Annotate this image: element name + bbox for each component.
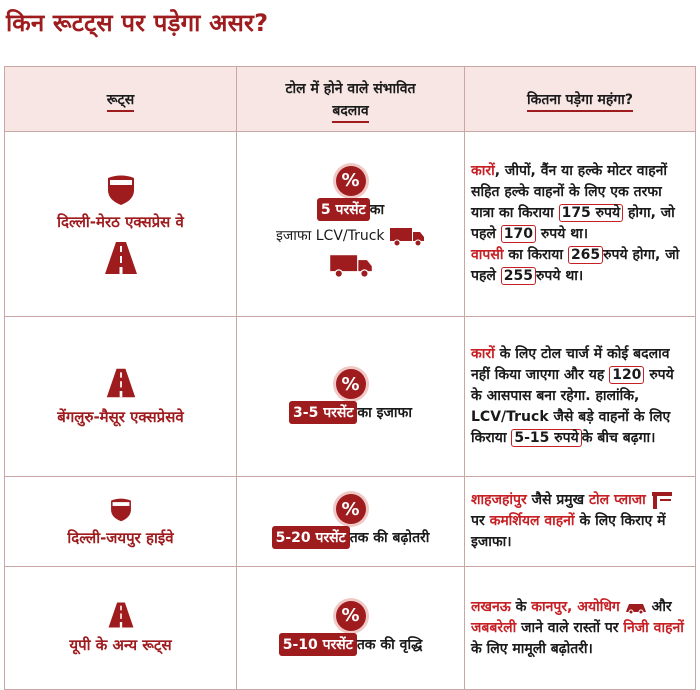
header-cost: कितना पड़ेगा महंगा?: [465, 67, 696, 132]
road-icon: [105, 367, 137, 399]
route-name: दिल्ली-जयपुर हाईवे: [67, 528, 174, 547]
percent-icon: %: [336, 166, 366, 196]
percent-icon: %: [336, 494, 366, 524]
change-cell: % 5 परसेंट का इजाफा LCV/Truck: [237, 132, 465, 317]
highway-shield-icon: [108, 496, 134, 522]
table-row: [5, 317, 696, 477]
road-icon: [103, 240, 139, 276]
change-cell: % 3-5 परसेंट का इजाफा: [237, 317, 465, 477]
table-row: [5, 132, 696, 317]
change-cell: % 5-20 परसेंट तक की बढ़ोतरी: [237, 477, 465, 567]
route-name: दिल्ली-मेरठ एक्सप्रेस वे: [57, 213, 184, 231]
header-change: टोल में होने वाले संभावित बदलाव: [237, 67, 465, 132]
cost-cell: लखनऊ के कानपुर, अयोधिग और जबबरेली जाने वाले रास्तों पर निजी वाहनों के लिए मामूली बढ़ोतरी।: [465, 567, 696, 690]
route-cell: [5, 567, 237, 690]
percent-badge: 3-5 परसेंट: [289, 401, 357, 424]
route-cell: [5, 132, 237, 317]
header-routes: रूट्स: [5, 67, 237, 132]
truck-icon: [389, 225, 425, 247]
road-icon: [107, 601, 135, 629]
percent-badge: 5-20 परसेंट: [272, 526, 350, 549]
cost-cell: कारों के लिए टोल चार्ज में कोई बदलाव नहीं किया जाएगा और यह 120 रुपये के आसपास बना रहेगा. हालांकि, LCV/Truck जैसे बड़े वाहनों के लिए किराया 5-15 रुपये के बीच बढ़गा।: [465, 317, 696, 477]
percent-icon: %: [336, 369, 366, 399]
percent-badge: 5-10 परसेंट: [279, 633, 357, 656]
toll-table: [4, 66, 696, 690]
table-row: [5, 477, 696, 567]
percent-badge: 5 परसेंट: [317, 198, 370, 221]
cost-cell: कारों, जीपों, वैंन या हल्के मोटर वाहनों सहित हल्के वाहनों के लिए एक तरफा यात्रा का किराया 175 रुपये होगा, जो पहले 170 रुपये था। वापसी का किराया 265 रुपये होगा, जो पहले 255 रुपये था।: [465, 132, 696, 317]
table-row: [5, 567, 696, 690]
route-name: बेंगलुरु-मैसूर एक्सप्रेसवे: [57, 407, 184, 426]
car-icon: [625, 600, 647, 614]
percent-icon: %: [336, 601, 366, 631]
route-name: यूपी के अन्य रूट्स: [69, 636, 172, 654]
highway-shield-icon: [104, 172, 138, 206]
truck-icon: [329, 251, 373, 279]
table-header-row: [5, 67, 696, 132]
cost-cell: शाहजहांपुर जैसे प्रमुख टोल प्लाजा पर कमर्शियल वाहनों के लिए किराए में इजाफा।: [465, 477, 696, 567]
route-cell: [5, 477, 237, 567]
change-cell: % 5-10 परसेंट तक की वृद्धि: [237, 567, 465, 690]
toll-plaza-icon: [651, 490, 673, 510]
page-title: किन रूटट्स पर पड़ेगा असर?: [6, 9, 269, 37]
route-cell: [5, 317, 237, 477]
